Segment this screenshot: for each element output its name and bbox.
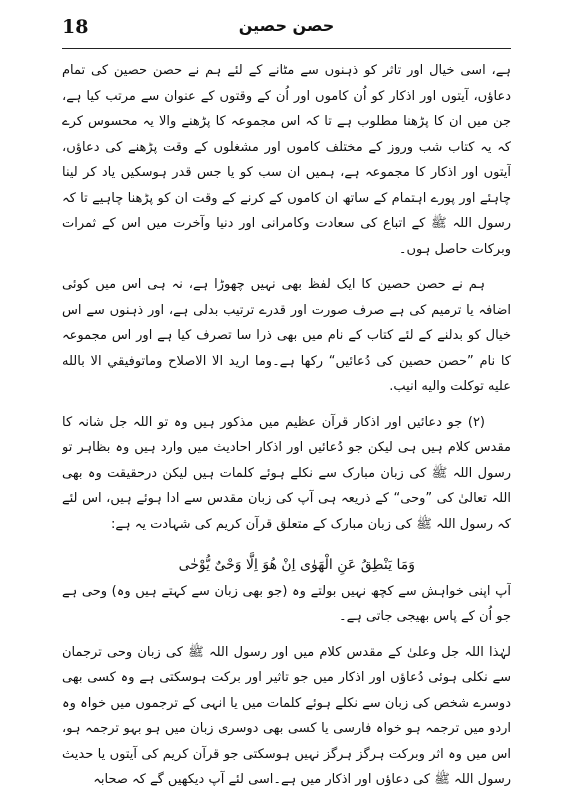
page-number: 18 xyxy=(62,16,89,38)
verse-translation: آپ اپنی خواہش سے کچھ نہیں بولتے وہ (جو بھی زبان سے کہتے ہیں وہ) وحی ہے جو اُن کے پاس بھیجی جاتی ہے۔ xyxy=(62,583,511,624)
header-rule xyxy=(62,48,511,49)
page-body xyxy=(62,58,511,794)
paragraph-3: (۲) جو دعائیں اور اذکار قرآن عظیم میں مذکور ہیں وہ تو اللہ جل شانہ کا مقدس کلام ہیں ہی لیکن جو دُعائیں اور اذکار احادیث میں وارد ہیں وہ بظاہر تو رسول اللہ ﷺ کی زبان مبارک سے نکلے ہوئے کلمات ہیں لیکن درحقیقت وہ بھی اللہ تعالیٰ کی ”وحی“ کے ذریعہ ہی آپ کی زبان مقدس سے ادا ہوئے ہیں، اس لئے کہ رسول اللہ ﷺ کی زبان مبارک کے متعلق قرآن کریم کی شہادت یہ ہے: xyxy=(62,414,511,532)
quran-verse: وَمَا يَنْطِقُ عَنِ الْهَوٰى اِنْ هُوَ اِلَّا وَحْىٌ يُّوْحٰى xyxy=(178,557,415,573)
page-header xyxy=(62,14,511,44)
running-title: حصن حصین xyxy=(238,16,335,35)
paragraph-2: ہم نے حصن حصین کا ایک لفظ بھی نہیں چھوڑا ہے، نہ ہی اس میں کوئی اضافہ یا ترمیم کی ہے صرف صورت اور قدرے ترتیب بدلی ہے، اور ذہنوں سے اس خیال کو بدلنے کے لئے کتاب کے نام میں بھی ذرا سا تصرف کیا ہے اور اس مجموعہ کا نام ”حصن حصین کی دُعائیں“ رکھا ہے۔وما اريد الا الاصلاح وماتوفيقي الا بالله عليه توكلت واليه انيب. xyxy=(62,277,511,394)
paragraph-1: ہے، اسی خیال اور تاثر کو ذہنوں سے مٹانے کے لئے ہم نے حصن حصین کی تمام دعاؤں، آیتوں اور اذکار کو اُن کاموں اور اُن کے وقتوں کے عنوان سے مرتب کیا ہے، جن میں ان کا پڑھنا مطلوب ہے تا کہ اس مجموعہ کا پڑھنے والا یہ محسوس کرے کہ یہ کتاب شب وروز کے مختلف کاموں اور مشغلوں کے وقت پڑھنے کی دعاؤں، آیتوں اور اذکار کا مجموعہ ہے، ہمیں ان سب کو یا جس قدر ہوسکیں یاد کر لینا چاہئے اور پورے اہتمام کے ساتھ ان کاموں کے کرنے کے وقت ان کو پڑھنا چاہیے تا کہ رسول اللہ ﷺ کے اتباع کی سعادت وکامرانی اور دنیا وآخرت میں اس کے ثمرات وبرکات حاصل ہوں۔ xyxy=(62,63,511,257)
paragraph-4: لہٰذا اللہ جل وعلیٰ کے مقدس کلام میں اور رسول اللہ ﷺ کی زبان وحی ترجمان سے نکلی ہوئی دُعاؤں اور اذکار میں جو تاثیر اور برکت ہوسکتی ہے وہ کسی بھی دوسرے شخص کی زبان سے نکلے ہوئے کلمات میں یا انہی کے ترجموں میں خواہ وہ اردو میں ترجمہ ہو خواہ فارسی یا کسی بھی دوسری زبان میں ہو بہو ترجمہ ہو، اس میں وہ اثر وبرکت ہرگز ہرگز نہیں ہوسکتی جو قرآن کریم کی آیتوں یا حدیث رسول اللہ ﷺ کی دعاؤں اور اذکار میں ہے۔اسی لئے آپ دیکھیں گے کہ صحابہ xyxy=(62,644,511,787)
